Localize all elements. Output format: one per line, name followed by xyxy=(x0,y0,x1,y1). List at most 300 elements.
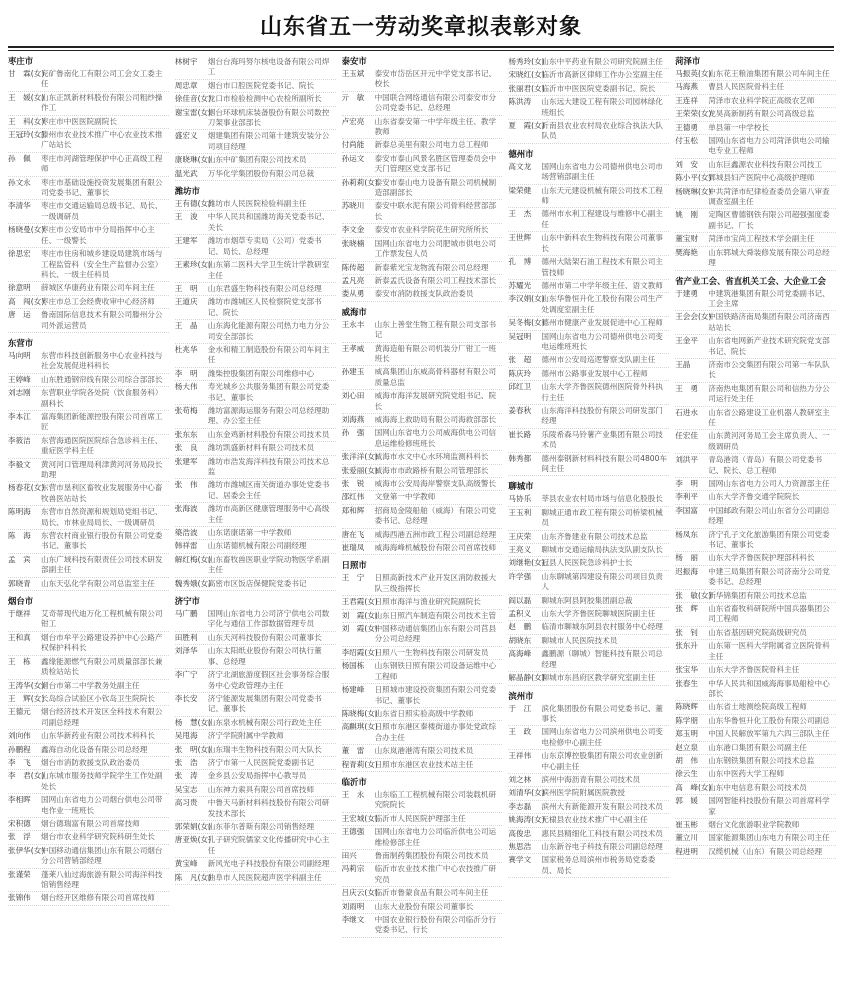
honoree-unit: 济宁北湖旅游度假区社会事务综合服务中心党政管理办主任 xyxy=(207,670,330,690)
column-2 xyxy=(175,56,336,996)
column-1 xyxy=(8,56,169,996)
honoree-unit: 烟台经济技术开发区全科技术有限公司副总经理 xyxy=(41,707,163,727)
honoree-unit: 文登第一中学教师 xyxy=(374,492,436,502)
honoree-entry xyxy=(508,841,669,854)
honoree-name: 刘海燕 xyxy=(341,414,365,424)
honoree-entry xyxy=(8,680,169,693)
honoree-entry xyxy=(8,224,169,248)
region-heading: 德州市 xyxy=(508,148,534,159)
honoree-entry xyxy=(508,56,669,69)
honoree-entry xyxy=(342,390,503,414)
honoree-name: 王 勇 xyxy=(675,383,698,393)
honoree-entry xyxy=(8,350,169,374)
honoree-unit: 艾奇蒂现代迪万化工程机械有限公司钳工 xyxy=(41,609,163,629)
honoree-name: 姚 刚 xyxy=(675,210,698,220)
honoree-name: 王 媛(女) xyxy=(8,92,45,102)
honoree-unit: 烟台市农业科学研究院科研生处长 xyxy=(41,832,155,842)
column-5 xyxy=(675,56,836,996)
honoree-unit: 潍坊市潍城区人民检察院党支部书记、院长 xyxy=(207,297,322,317)
honoree-entry xyxy=(508,787,669,800)
honoree-entry xyxy=(508,331,669,355)
honoree-entry xyxy=(342,288,503,301)
honoree-name: 马广鹏 xyxy=(174,609,198,619)
honoree-unit: 泰安市岱岳区开元中学党支部书记、校长 xyxy=(374,69,497,89)
honoree-name: 王 科(女) xyxy=(8,116,45,126)
honoree-entry xyxy=(508,557,669,570)
honoree-name: 韩秀都 xyxy=(508,453,532,463)
honoree-name: 李国富 xyxy=(675,505,698,515)
honoree-entry xyxy=(175,283,336,296)
honoree-unit: 枣庄市住房和城乡建设局建筑市场与工程监管科（安全生产监督办公室）科长、一级主任科员 xyxy=(41,249,163,279)
honoree-name: 徐思宏 xyxy=(8,249,31,259)
honoree-unit: 中国邮政有限公司山东省分公司副总经理 xyxy=(708,505,830,526)
honoree-name: 陈洪涛 xyxy=(508,97,532,107)
honoree-unit: 烟建集团有限公司第十建筑安装分公司项目经理 xyxy=(207,131,330,151)
honoree-name: 王玉利 xyxy=(508,507,532,517)
honoree-entry xyxy=(675,678,836,702)
honoree-name: 王 晶 xyxy=(174,321,198,331)
honoree-entry xyxy=(175,479,336,503)
honoree-entry xyxy=(675,590,836,603)
honoree-unit: 金水和精工制造股份有限公司车间主任 xyxy=(207,344,330,365)
honoree-name: 王亮义 xyxy=(508,545,532,555)
honoree-name: 王建军 xyxy=(174,236,198,246)
honoree-name: 温光武 xyxy=(174,168,198,178)
honoree-unit: 山东聊城第四建设有限公司项目负责人 xyxy=(541,571,663,592)
honoree-unit: 济宁能源发展集团有限公司党委书记、董事长 xyxy=(207,693,322,714)
honoree-unit: 曹县人民医院骨科主任 xyxy=(708,82,785,92)
honoree-name: 张东升 xyxy=(675,641,698,651)
honoree-name: 张 超 xyxy=(508,355,532,365)
honoree-unit: 日照市东港区农业技术站主任 xyxy=(374,759,474,769)
honoree-entry xyxy=(175,93,336,106)
honoree-entry xyxy=(8,153,169,177)
honoree-name: 刘 霞(女) xyxy=(341,624,378,634)
honoree-unit: 烟台台海玛努尔核电设备有限公司焊工 xyxy=(207,57,330,77)
honoree-entry xyxy=(508,120,669,144)
honoree-unit: 潍坊市浩发海洋科技有限公司技术总监 xyxy=(207,456,330,476)
honoree-entry xyxy=(675,186,836,210)
honoree-unit: 中国铁路济南局集团有限公司济南西站站长 xyxy=(708,312,830,332)
honoree-unit: 山东第一医科大学附属省立医院骨科主任 xyxy=(708,641,830,661)
honoree-name: 韩祥雷 xyxy=(174,541,198,551)
honoree-unit: 威海市水文中心水环境监测科科长 xyxy=(374,452,489,462)
honoree-unit: 高密市区饭店保健院党委书记 xyxy=(207,578,307,588)
region-heading: 济宁市 xyxy=(174,596,200,607)
honoree-entry xyxy=(675,846,836,859)
honoree-entry xyxy=(342,789,503,813)
honoree-name: 陈学朋 xyxy=(675,715,698,725)
region-heading: 烟台市 xyxy=(8,596,34,607)
honoree-unit: 潍坊市人民医院检验科副主任 xyxy=(207,199,307,209)
honoree-name: 杨建峰 xyxy=(341,685,365,695)
honoree-name: 孙鹏程 xyxy=(8,744,31,754)
honoree-unit: 新华锦集团有限公司技术总监 xyxy=(708,590,807,600)
honoree-entry xyxy=(675,728,836,741)
honoree-unit: 鑫缘能源燃气有限公司质量部部长兼质检站站长 xyxy=(41,656,163,677)
honoree-name: 李毅文 xyxy=(8,459,31,469)
honoree-entry xyxy=(342,813,503,826)
honoree-name: 王 栋 xyxy=(8,656,31,666)
honoree-unit: 山东大学齐鲁医院护理部科科长 xyxy=(708,553,815,563)
honoree-entry xyxy=(175,757,336,770)
honoree-entry xyxy=(675,832,836,845)
honoree-unit: 中共菏泽市纪律检查委员会第八审查调查室副主任 xyxy=(708,186,830,207)
honoree-unit: 山东花王粮油集团有限公司车间主任 xyxy=(708,69,830,78)
honoree-entry xyxy=(342,177,503,201)
honoree-unit: 菏泽市农业科学院正高级农艺师 xyxy=(708,95,815,105)
honoree-entry xyxy=(675,742,836,755)
honoree-unit: 东营市科技创新服务中心农业科技与社会发展促进科科长 xyxy=(41,350,163,371)
honoree-name: 王涛华(女) xyxy=(8,680,45,690)
region-heading: 滨州市 xyxy=(508,690,534,701)
honoree-entry xyxy=(342,572,503,596)
honoree-entry xyxy=(675,81,836,94)
honoree-entry xyxy=(675,768,836,781)
honoree-unit: 国网山东省电力公司菏泽供电公司输电专业工程师 xyxy=(708,136,830,156)
honoree-name: 徐云生 xyxy=(675,769,698,779)
honoree-unit: 山东中平药业有限公司研究院副主任 xyxy=(541,57,663,66)
honoree-unit: 德州市公路事业发展中心工程师 xyxy=(541,368,648,378)
honoree-name: 王君霞(女) xyxy=(341,597,378,607)
honoree-entry xyxy=(675,795,836,819)
honoree-unit: 泰安市泰山风景名胜区管理委员会中天门管理区党支部书记 xyxy=(374,153,497,174)
honoree-unit: 威海西港五洲市政工程公司副总经理 xyxy=(374,529,497,539)
honoree-unit: 威海海上救助局有限公司海救部部长 xyxy=(374,414,497,424)
honoree-unit: 山东省畜牧科研院所中国兵器集团公司工程师 xyxy=(708,604,830,624)
honoree-entry xyxy=(8,374,169,387)
honoree-name: 王 辉(女) xyxy=(8,693,45,703)
honoree-unit: 济宁市第一人民医院党委副书记 xyxy=(207,757,315,767)
honoree-name: 马振英(女) xyxy=(675,69,712,78)
honoree-entry xyxy=(8,831,169,844)
honoree-unit: 龙口市检验检测中心农检所副所长 xyxy=(207,94,322,104)
honoree-unit: 山东中电信息有限公司技术员 xyxy=(708,782,807,792)
honoree-entry xyxy=(175,211,336,235)
honoree-entry xyxy=(508,208,669,232)
honoree-entry xyxy=(342,343,503,367)
honoree-name: 孟积义 xyxy=(508,609,532,619)
honoree-entry xyxy=(175,442,336,455)
honoree-unit: 山东诺德机械有限公司副经理 xyxy=(207,541,307,551)
honoree-name: 胡晓东 xyxy=(508,635,532,645)
honoree-entry xyxy=(675,640,836,664)
honoree-name: 李汉娟(女) xyxy=(508,294,545,304)
honoree-entry xyxy=(8,68,169,92)
honoree-name: 张东东 xyxy=(174,429,198,439)
honoree-entry xyxy=(675,566,836,590)
honoree-unit: 枣庄市中医医院副院长 xyxy=(41,116,117,126)
honoree-entry xyxy=(675,359,836,383)
honoree-name: 高麒琪(女) xyxy=(341,722,378,732)
honoree-entry xyxy=(342,465,503,478)
honoree-entry xyxy=(342,721,503,745)
honoree-name: 甘 霖(女) xyxy=(8,69,45,78)
title-rule-thick xyxy=(8,46,834,48)
honoree-name: 梁荣健 xyxy=(508,185,532,195)
honoree-unit: 东营农村商业银行股份有限公司党委书记、董事长 xyxy=(41,531,163,551)
title-rule-thin xyxy=(8,50,834,51)
honoree-unit: 泰安市消防救援支队政治委员 xyxy=(374,289,474,299)
honoree-name: 孟凡亮 xyxy=(341,275,365,285)
honoree-unit: 烟台市牟平公路建设养护中心公路产权保护科科长 xyxy=(41,632,163,653)
honoree-name: 樊海艳 xyxy=(675,247,698,257)
honoree-entry xyxy=(8,296,169,309)
honoree-name: 王祥伟 xyxy=(508,751,532,761)
honoree-unit: 潍坊富源海运服务有限公司总经理助理、办公室主任 xyxy=(207,405,330,426)
honoree-name: 孟 宾 xyxy=(8,554,31,564)
honoree-unit: 德州市公安局巡逻警察支队副主任 xyxy=(541,355,656,365)
honoree-unit: 威高集团山东威高骨科器材有限公司质量总监 xyxy=(374,367,497,387)
honoree-name: 孙莉莉(女) xyxy=(341,177,378,187)
honoree-name: 李本江 xyxy=(8,411,31,421)
honoree-entry xyxy=(175,527,336,540)
honoree-entry xyxy=(342,414,503,427)
honoree-unit: 东营职业学院各处院（饮食服务科）副科长 xyxy=(41,388,163,408)
honoree-entry xyxy=(8,129,169,153)
honoree-entry xyxy=(342,901,503,914)
honoree-entry xyxy=(675,122,836,135)
honoree-entry xyxy=(175,368,336,381)
honoree-unit: 东营市自然资源和规划局党组书记、局长、市林业局局长、一级调研员 xyxy=(41,507,163,527)
honoree-unit: 枣庄市基础设施投资发展集团有限公司党委书记、董事长 xyxy=(41,177,163,198)
honoree-entry xyxy=(508,317,669,330)
honoree-name: 宋晓红(女) xyxy=(508,70,545,80)
honoree-entry xyxy=(675,430,836,454)
honoree-name: 张 浩 xyxy=(174,757,198,767)
honoree-entry xyxy=(342,275,503,288)
honoree-name: 孙文永 xyxy=(8,177,31,187)
honoree-entry xyxy=(675,159,836,172)
honoree-entry xyxy=(675,552,836,565)
honoree-unit: 中国人民解放军第九六四三部队主任 xyxy=(708,729,830,739)
honoree-entry xyxy=(175,320,336,344)
honoree-name: 张谨荣 xyxy=(8,869,31,879)
honoree-unit: 国网智能科技股份有限公司首席科学家 xyxy=(708,796,830,816)
honoree-unit: 黄海造船有限公司机装分厂钳工一班班长 xyxy=(374,343,497,363)
honoree-unit: 泰安市农业科学院花生研究所所长 xyxy=(374,225,489,235)
honoree-unit: 山东大学齐鲁医院骨科主任 xyxy=(708,665,800,675)
honoree-unit: 山东城市服务技师学院学生工作处副处长 xyxy=(41,771,163,791)
honoree-entry xyxy=(342,914,503,938)
honoree-name: 李文金 xyxy=(341,225,365,235)
honoree-unit: 山东省基因研究院高级研究员 xyxy=(708,627,807,637)
honoree-unit: 新泰总美里有限公司电力总工程师 xyxy=(374,140,489,150)
honoree-unit: 山东远大建设工程有限公司园林绿化班组长 xyxy=(541,97,663,117)
honoree-unit: 中鲁天马新材料科技股份有限公司研发技术部长 xyxy=(207,798,330,818)
honoree-name: 崔玉彬 xyxy=(675,819,698,829)
honoree-name: 解红梅(女) xyxy=(174,554,212,564)
honoree-entry xyxy=(342,542,503,555)
honoree-name: 李继文 xyxy=(341,915,365,924)
honoree-entry xyxy=(8,116,169,129)
honoree-entry xyxy=(675,383,836,407)
honoree-unit: 菏泽市宝尚工程技术学会副主任 xyxy=(708,234,815,244)
honoree-name: 李筱洁 xyxy=(8,435,31,445)
honoree-unit: 国网山东省电力公司济宁供电公司数字化与通信工作部数据管理专员 xyxy=(207,609,330,629)
honoree-unit: 富海集团新能源控股有限公司首席工匠 xyxy=(41,411,163,432)
honoree-name: 王和真 xyxy=(8,632,31,642)
honoree-unit: 山东齐鲁建业有限公司技术总监 xyxy=(541,531,648,541)
honoree-unit: 山东临工工程机械有限公司装载机研究院院长 xyxy=(374,789,497,810)
honoree-entry xyxy=(175,554,336,578)
honoree-unit: 烟台文化旅游职业学院教师 xyxy=(708,819,800,829)
honoree-name: 高习贵 xyxy=(174,798,198,808)
honoree-name: 谢宝雷(女) xyxy=(174,107,212,117)
honoree-name: 王永丰 xyxy=(341,319,365,329)
honoree-unit: 泰安市泰山电力设备有限公司机械制造部副部长 xyxy=(374,177,497,198)
honoree-unit: 烟台德瑞富有限公司首席技师 xyxy=(41,818,140,828)
honoree-unit: 山东大学齐鲁医院聊城医院副主任 xyxy=(541,609,656,619)
document-title: 山东省五一劳动奖章拟表彰对象 xyxy=(259,15,582,40)
honoree-entry xyxy=(342,224,503,237)
honoree-entry xyxy=(175,645,336,669)
honoree-name: 郭 媛 xyxy=(675,796,698,806)
honoree-entry xyxy=(8,506,169,530)
honoree-unit: 兖矿鲁南化工有限公司工会女工委主任 xyxy=(41,69,163,89)
honoree-entry xyxy=(508,774,669,787)
honoree-entry xyxy=(342,610,503,623)
honoree-entry xyxy=(175,405,336,429)
honoree-entry xyxy=(675,108,836,121)
honoree-unit: 潍坊凯盛新材料有限公司技术员 xyxy=(207,443,315,453)
honoree-unit: 青岛港湾（青岛）有限公司党委书记、院长、总工程师 xyxy=(708,455,823,475)
honoree-name: 张锦伟 xyxy=(8,893,31,903)
honoree-unit: 威海海峰机械股份有限公司首席技师 xyxy=(374,543,497,553)
honoree-unit: 山东中医药大学工程师 xyxy=(708,769,785,779)
honoree-name: 李清华 xyxy=(8,201,31,211)
honoree-name: 刘 安 xyxy=(675,159,698,169)
honoree-name: 王道庆 xyxy=(174,297,198,307)
honoree-entry xyxy=(8,757,169,770)
honoree-name: 郑和辉 xyxy=(341,505,365,515)
honoree-entry xyxy=(508,854,669,878)
honoree-entry xyxy=(8,309,169,333)
honoree-unit: 山东大业股份有限公司董事长 xyxy=(374,901,474,911)
honoree-entry xyxy=(508,493,669,506)
honoree-entry xyxy=(175,717,336,730)
honoree-entry xyxy=(508,256,669,280)
honoree-unit: 日照八一生物科技有限公司研发员 xyxy=(374,647,489,657)
honoree-name: 邱红卫 xyxy=(508,382,532,392)
honoree-entry xyxy=(8,632,169,656)
honoree-entry xyxy=(8,554,169,578)
honoree-entry xyxy=(508,608,669,621)
honoree-unit: 山东省电网新产业技术研究院党支部书记、院长 xyxy=(708,336,830,356)
honoree-name: 杨凤东 xyxy=(675,529,698,539)
honoree-name: 王德强 xyxy=(341,827,365,837)
honoree-unit: 中国移动通信集团山东有限公司烟台分公司营销部经理 xyxy=(41,845,163,866)
honoree-name: 杨晓曼(女) xyxy=(8,225,45,235)
honoree-unit: 山东诺康诺第一中学教师 xyxy=(207,528,292,538)
honoree-entry xyxy=(8,693,169,706)
honoree-unit: 山东巨鑫源农业科技有限公司技工 xyxy=(708,159,823,169)
honoree-name: 吕庆云(女) xyxy=(341,888,378,898)
honoree-entry xyxy=(675,288,836,312)
honoree-name: 邵红伟 xyxy=(341,492,365,502)
honoree-unit: 烟台环球机床装备股份有限公司数控刀架事业部部长 xyxy=(207,107,330,128)
honoree-entry xyxy=(342,623,503,647)
honoree-name: 夏 霞(女) xyxy=(508,121,545,131)
honoree-unit: 山东胜通钢帘线有限公司综合部部长 xyxy=(41,374,163,384)
honoree-unit: 鑫海自动化设备有限公司总经理 xyxy=(41,744,148,754)
honoree-unit: 山东京博控股集团有限公司农业创新中心副主任 xyxy=(541,751,663,771)
honoree-unit: 蓬莱八仙过海旅游有限公司海洋科技馆销售经理 xyxy=(41,869,163,889)
honoree-name: 张 良 xyxy=(174,443,198,453)
honoree-entry xyxy=(8,482,169,506)
honoree-name: 张 敏(女) xyxy=(675,590,712,600)
honoree-unit: 中国农业银行股份有限公司临沂分行党委书记、行长 xyxy=(374,915,497,935)
honoree-name: 刘之林 xyxy=(508,774,532,784)
honoree-name: 付尚能 xyxy=(341,140,365,150)
honoree-name: 杨晓琳(女) xyxy=(675,186,712,196)
honoree-unit: 山东天河科技股份有限公司董事长 xyxy=(207,632,322,642)
honoree-entry xyxy=(508,635,669,648)
honoree-name: 康晓琳(女) xyxy=(174,155,212,165)
honoree-unit: 威海市公安局海岸警察支队高级警长 xyxy=(374,479,497,488)
honoree-unit: 国网山东省电力公司临沂供电公司运维检修部主任 xyxy=(374,827,497,847)
honoree-unit: 德州泰钢新材料科技有限公司4800车间主任 xyxy=(541,453,668,473)
honoree-name: 林树宇 xyxy=(174,57,198,66)
honoree-name: 王 杰 xyxy=(508,209,532,219)
honoree-entry xyxy=(508,405,669,429)
honoree-entry xyxy=(175,744,336,757)
honoree-entry xyxy=(175,540,336,553)
honoree-unit: 烟台经开区维修有限公司首席技师 xyxy=(41,893,155,903)
honoree-name: 高海峰 xyxy=(508,649,532,659)
honoree-unit: 临清市聊城东阿县农村服务中心经理 xyxy=(541,622,663,632)
honoree-unit: 聊城市交通运输局执法支队副支队长 xyxy=(541,545,663,555)
honoree-unit: 山东黄河河务局工会主席负责人、一级调研员 xyxy=(708,431,830,451)
honoree-unit: 新泰紫光宝龙物流有限公司总经理 xyxy=(374,262,489,272)
honoree-entry xyxy=(175,797,336,821)
honoree-entry xyxy=(675,311,836,335)
honoree-name: 娄从勇 xyxy=(341,289,365,299)
honoree-name: 杜兆华 xyxy=(174,344,198,354)
honoree-name: 刘泽华 xyxy=(174,646,198,656)
honoree-unit: 山东省公路建设工业机器人教研室主任 xyxy=(708,407,830,427)
honoree-name: 陈 凡(女) xyxy=(174,872,212,882)
honoree-name: 解晶静(女) xyxy=(508,673,545,683)
honoree-unit: 山东广域科技有限责任公司技术研发部副主任 xyxy=(41,554,163,575)
honoree-name: 张晓楠 xyxy=(341,238,365,248)
honoree-name: 张 锐 xyxy=(341,479,365,488)
honoree-unit: 枣庄市公安局市中分局指挥中心主任、一级警长 xyxy=(41,225,155,245)
honoree-entry xyxy=(175,858,336,871)
honoree-entry xyxy=(342,759,503,772)
honoree-entry xyxy=(675,478,836,491)
honoree-name: 築浩波 xyxy=(174,528,198,538)
honoree-unit: 惠民县精细化工科技有限公司技术员 xyxy=(541,828,663,838)
honoree-unit: 国家能源集团山东电力有限公司主任 xyxy=(708,833,830,843)
honoree-name: 宋积德 xyxy=(8,818,31,828)
honoree-entry xyxy=(175,235,336,259)
honoree-name: 付玉松 xyxy=(675,136,698,146)
honoree-entry xyxy=(508,544,669,557)
honoree-unit: 枣庄市河湖管理保护中心正高级工程师 xyxy=(41,153,163,174)
honoree-unit: 鲁南制药集团股份有限公司技术员 xyxy=(374,850,489,860)
honoree-entry xyxy=(508,232,669,256)
honoree-unit: 中建筑港集团有限公司党委副书记、工会主席 xyxy=(708,288,830,308)
honoree-unit: 曲阜市人民医院超声医学科副主任 xyxy=(207,872,322,882)
honoree-entry xyxy=(175,503,336,527)
honoree-unit: 单县第一中学校长 xyxy=(708,122,769,132)
honoree-entry xyxy=(175,784,336,797)
honoree-entry xyxy=(175,107,336,131)
honoree-name: 张丽君(女) xyxy=(508,83,545,93)
region-heading: 临沂市 xyxy=(341,776,367,787)
honoree-entry xyxy=(675,407,836,431)
